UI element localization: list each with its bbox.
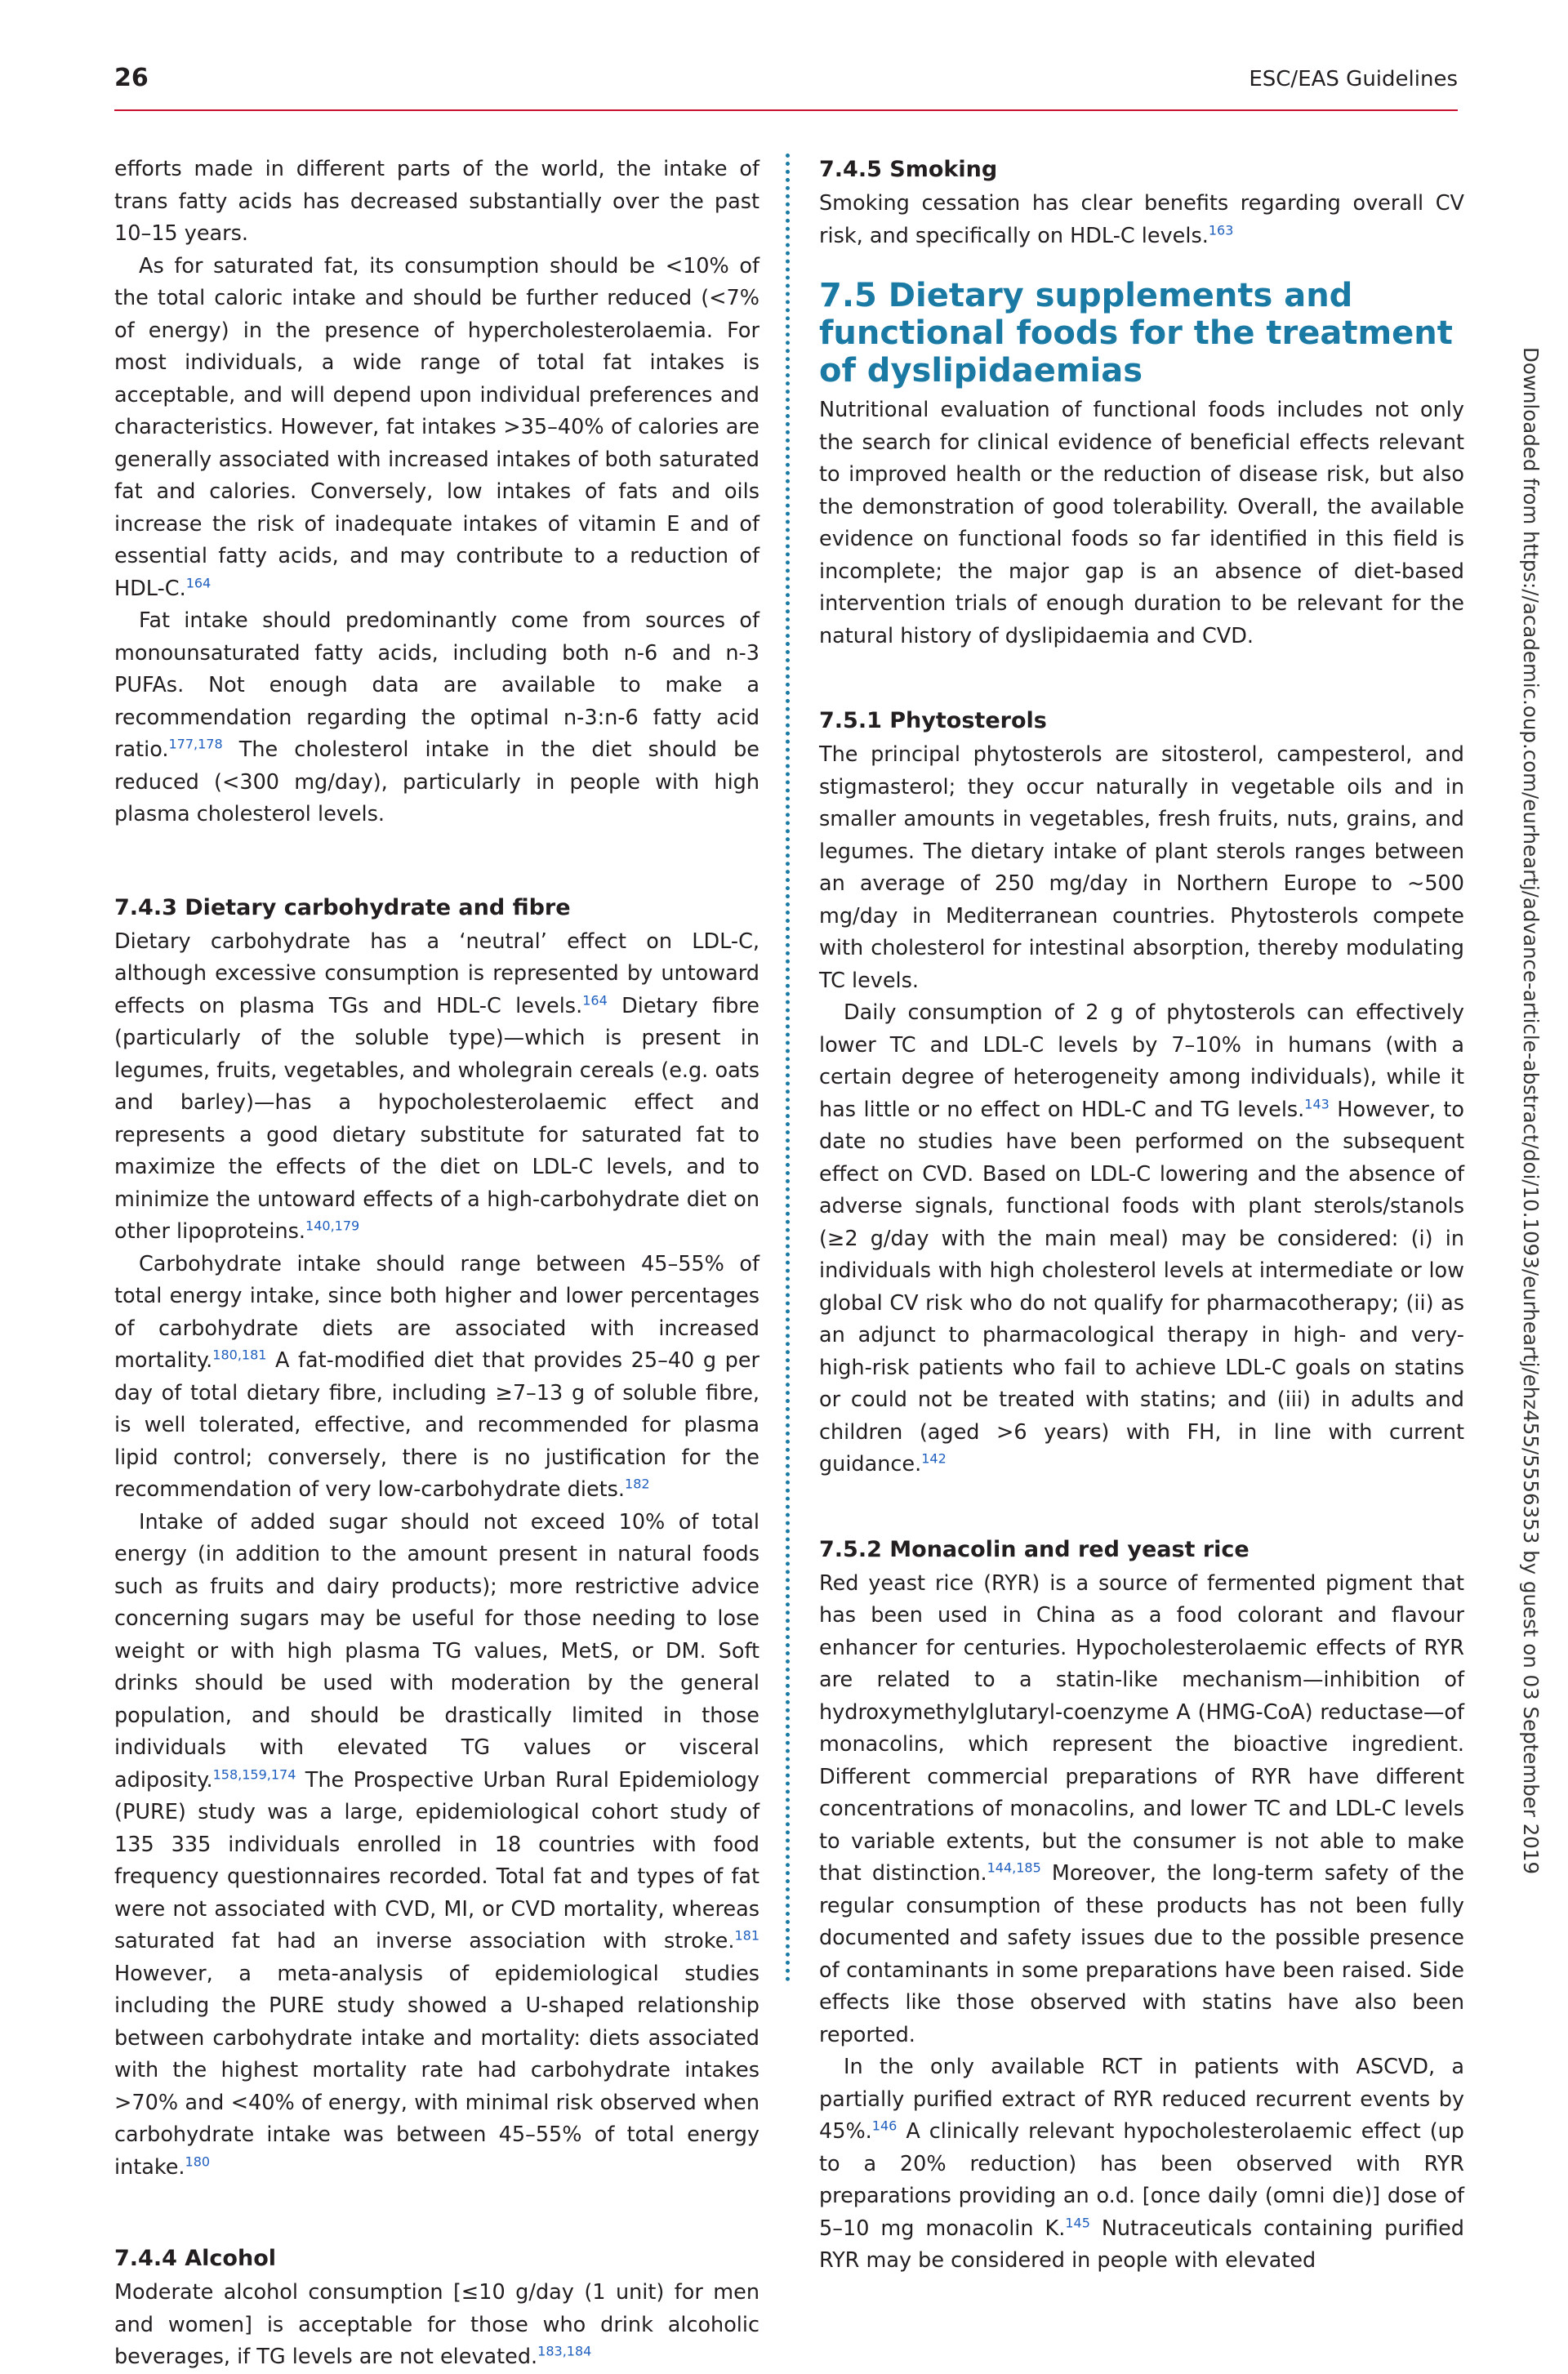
citation-link[interactable]: 163: [1208, 222, 1234, 238]
citation-link[interactable]: 140,179: [305, 1218, 360, 1234]
citation-link[interactable]: 144,185: [987, 1860, 1041, 1876]
download-watermark: Downloaded from https://academic.oup.com/eurheartj/advance-article-abstract/doi/10.1093/eurheartj/ehz455/5556353 by guest on 03 September 2019: [1519, 347, 1543, 1875]
paragraph: Moderate alcohol consumption [≤10 g/day (1 unit) for men and women] is acceptable for those who drink alcoholic beverages, if TG levels are not elevated.$^{183,184}$: [114, 2280, 760, 2369]
section-heading: 7.5 Dietary supplements and functional foods for the treatment of dyslipidaemias: [819, 277, 1453, 390]
citation-link[interactable]: 164: [582, 992, 608, 1008]
paragraph: Carbohydrate intake should range between 45–55% of total energy intake, since both higher and lower percentages of carbohydrate diets are associated with increased mortality.$^{180,181}$ A fat-modified diet that provides 25–40 g per day of total dietary fibre, including ≥7–13 g of soluble fibre, is well tolerated, effective, and recommended for plasma lipid control; conversely, there is no justification for the recommendation of very low-carbohydrate diets.$^{182}$: [114, 1251, 760, 1502]
page-header: [114, 64, 1458, 111]
paragraph: Dietary carbohydrate has a ‘neutral’ effect on LDL-C, although excessive consumption is represented by untoward effects on plasma TGs and HDL-C levels.$^{164}$ Dietary fibre (particularly of the soluble type)—which is present in legumes, fruits, vegetables, and wholegrain cereals (e.g. oats and barley)—has a hypocholesterolaemic effect and represents a good dietary substitute for saturated fat to maximize the effects of the diet on LDL-C levels, and to minimize the untoward effects of a high-carbohydrate diet on other lipoproteins.$^{140,179}$: [114, 929, 760, 1244]
left-column: [114, 154, 760, 2374]
citation-link[interactable]: 180: [185, 2154, 211, 2169]
column-divider: [786, 154, 790, 1983]
citation-link[interactable]: 143: [1304, 1096, 1330, 1111]
subsection-heading: 7.4.4 Alcohol: [114, 2246, 277, 2271]
citation-link[interactable]: 177,178: [168, 736, 223, 752]
right-column: [819, 154, 1464, 2278]
paragraph: As for saturated fat, its consumption should be <10% of the total caloric intake and should be further reduced (<7% of energy) in the presence of hypercholesterolaemia. For most individuals, a wide range of total fat intakes is acceptable, and will depend upon individual preferences and characteristics. However, fat intakes >35–40% of calories are generally associated with increased intakes of both saturated fat and calories. Conversely, low intakes of fats and oils increase the risk of inadequate intakes of vitamin E and of essential fatty acids, and may contribute to a reduction of HDL-C.$^{164}$: [114, 253, 760, 601]
citation-link[interactable]: 145: [1065, 2215, 1090, 2230]
paragraph: Red yeast rice (RYR) is a source of fermented pigment that has been used in China as a food colorant and flavour enhancer for centuries. Hypocholesterolaemic effects of RYR are related to a statin-like mechanism—inhibition of hydroxymethylglutaryl-coenzyme A (HMG-CoA) reductase—of monacolins, which represent the bioactive ingredient. Different commercial preparations of RYR have different concentrations of monacolins, and lower TC and LDL-C levels to variable extents, but the consumer is not able to make that distinction.$^{144,185}$ Moreover, the long-term safety of the regular consumption of these products has not been fully documented and safety issues due to the possible presence of contaminants in some preparations have been raised. Side effects like those observed with statins have also been reported.: [819, 1570, 1464, 2047]
paragraph: The principal phytosterols are sitosterol, campesterol, and stigmasterol; they occur naturally in vegetable oils and in smaller amounts in vegetables, fresh fruits, nuts, grains, and legumes. The dietary intake of plant sterols ranges between an average of 250 mg/day in Northern Europe to ∼500 mg/day in Mediterranean countries. Phytosterols compete with cholesterol for intestinal absorption, thereby modulating TC levels.: [819, 742, 1464, 993]
paragraph: Smoking cessation has clear benefits regarding overall CV risk, and specifically on HDL-C levels.$^{163}$: [819, 191, 1464, 248]
citation-link[interactable]: 181: [734, 1927, 760, 1944]
page-number: 26: [114, 64, 149, 92]
citation-link[interactable]: 142: [921, 1450, 947, 1467]
paragraph: Fat intake should predominantly come from sources of monounsaturated fatty acids, including both n-6 and n-3 PUFAs. Not enough data are available to make a recommendation regarding the optimal n-3:n-6 fatty acid ratio.$^{177,178}$ The cholesterol intake in the diet should be reduced (<300 mg/day), particularly in people with high plasma cholesterol levels.: [114, 608, 760, 826]
citation-link[interactable]: 158,159,174: [212, 1766, 296, 1782]
subsection-heading: 7.5.2 Monacolin and red yeast rice: [819, 1536, 1250, 1562]
subsection-heading: 7.4.3 Dietary carbohydrate and fibre: [114, 894, 571, 920]
running-title: ESC/EAS Guidelines: [1249, 67, 1458, 91]
paragraph: Intake of added sugar should not exceed 10% of total energy (in addition to the amount present in natural foods such as fruits and dairy products); more restrictive advice concerning sugars may be useful for those needing to lose weight or with high plasma TG values, MetS, or DM. Soft drinks should be used with moderation by the general population, and should be drastically limited in those individuals with elevated TG values or visceral adiposity.$^{158,159,174}$ The Prospective Urban Rural Epidemiology (PURE) study was a large, epidemiological cohort study of 135 335 individuals enrolled in 18 countries with food frequency questionnaires recorded. Total fat and types of fat were not associated with CVD, MI, or CVD mortality, whereas saturated fat had an inverse association with stroke.$^{181}$ However, a meta-analysis of epidemiological studies including the PURE study showed a U-shaped relationship between carbohydrate intake and mortality: diets associated with the highest mortality rate had carbohydrate intakes >70% and <40% of energy, with minimal risk observed when carbohydrate intake was between 45–55% of total energy intake.$^{180}$: [114, 1509, 760, 2180]
paragraph: Nutritional evaluation of functional foods includes not only the search for clinical evidence of beneficial effects relevant to improved health or the reduction of disease risk, but also the demonstration of good tolerability. Overall, the available evidence on functional foods so far identified in this field is incomplete; the major gap is an absence of diet-based intervention trials of enough duration to be relevant for the natural history of dyslipidaemia and CVD.: [819, 398, 1464, 648]
citation-link[interactable]: 183,184: [537, 2343, 592, 2359]
citation-link[interactable]: 146: [871, 2118, 898, 2134]
subsection-heading: 7.5.1 Phytosterols: [819, 708, 1047, 733]
citation-link[interactable]: 182: [625, 1476, 650, 1492]
paragraph: efforts made in different parts of the world, the intake of trans fatty acids has decreased substantially over the past 10–15 years.: [114, 157, 760, 246]
citation-link[interactable]: 164: [185, 575, 212, 590]
paragraph: In the only available RCT in patients with ASCVD, a partially purified extract of RYR reduced recurrent events by 45%.$^{146}$ A clinically relevant hypocholesterolaemic effect (up to a 20% reduction) has been observed with RYR preparations providing an o.d. [once daily (omni die)] dose of 5–10 mg monacolin K.$^{145}$ Nutraceuticals containing purified RYR may be considered in people with elevated: [819, 2055, 1464, 2273]
paragraph: Daily consumption of 2 g of phytosterols can effectively lower TC and LDL-C levels by 7–10% in humans (with a certain degree of heterogeneity among individuals), while it has little or no effect on HDL-C and TG levels.$^{143}$ However, to date no studies have been performed on the subsequent effect on CVD. Based on LDL-C lowering and the absence of adverse signals, functional foods with plant sterols/stanols (≥2 g/day with the main meal) may be considered: (i) in individuals with high cholesterol levels at intermediate or low global CV risk who do not qualify for pharmacotherapy; (ii) as an adjunct to pharmacological therapy in high- and very-high-risk patients who fail to achieve LDL-C goals on statins or could not be treated with statins; and (iii) in adults and children (aged >6 years) with FH, in line with current guidance.$^{142}$: [819, 1000, 1464, 1477]
citation-link[interactable]: 180,181: [212, 1347, 267, 1363]
subsection-heading: 7.4.5 Smoking: [819, 157, 998, 182]
